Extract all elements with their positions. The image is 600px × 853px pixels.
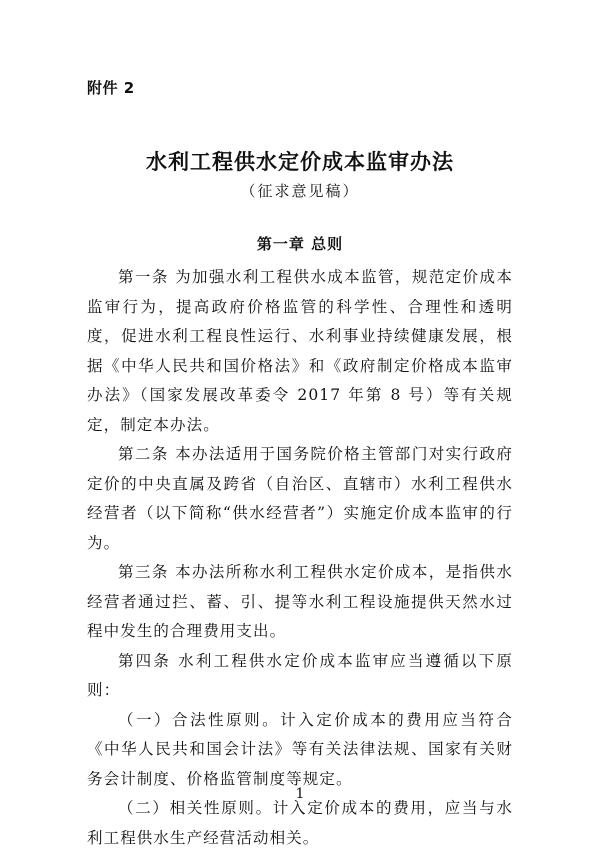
article-2-paragraph: 第二条 本办法适用于国务院价格主管部门对实行政府定价的中央直属及跨省（自治区、直辖市）水利工程供水经营者（以下简称“供水经营者”）实施定价成本监审的行为。: [87, 445, 513, 552]
page-number: 1: [295, 786, 305, 802]
document-subtitle: （征求意见稿）: [240, 182, 360, 200]
article-1-paragraph: 第一条 为加强水利工程供水成本监管，规范定价成本监审行为，提高政府价格监管的科学性、合理性和透明度，促进水利工程良性运行、水利事业持续健康发展，根据《中华人民共和国价格法》和《政府制定价格成本监审办法》（国家发展改革委令 2017 年第 8 号）等有关规定，制定本办法。: [87, 268, 513, 434]
principle-relevance-paragraph: （二）相关性原则。计入定价成本的费用，应当与水利工程供水生产经营活动相关。: [87, 799, 513, 847]
chapter-heading: 第一章 总则: [256, 235, 344, 253]
principle-legality-paragraph: （一）合法性原则。计入定价成本的费用应当符合《中华人民共和国会计法》等有关法律法规、国家有关财务会计制度、价格监管制度等规定。: [87, 710, 513, 788]
attachment-label: 附件 2: [87, 79, 135, 97]
document-body: [87, 263, 513, 853]
article-4-paragraph: 第四条 水利工程供水定价成本监审应当遵循以下原则：: [87, 651, 513, 699]
article-3-paragraph: 第三条 本办法所称水利工程供水定价成本，是指供水经营者通过拦、蓄、引、提等水利工程设施提供天然水过程中发生的合理费用支出。: [87, 563, 513, 640]
document-title: 水利工程供水定价成本监审办法: [146, 150, 454, 174]
